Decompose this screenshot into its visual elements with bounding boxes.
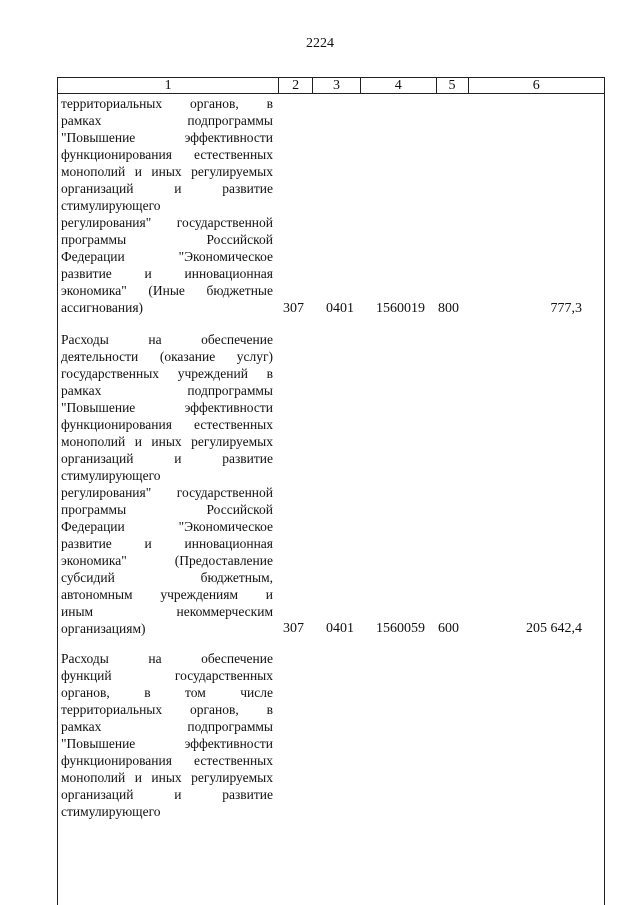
description-line: программы Российской — [61, 232, 273, 247]
description-line: "Повышение эффективности — [61, 736, 273, 751]
header-col-5: 5 — [436, 78, 468, 93]
row-col-6: 777,3 — [550, 301, 582, 316]
row-description — [61, 95, 273, 316]
row-col-3: 0401 — [326, 301, 354, 316]
description-line: стимулирующего — [61, 468, 161, 483]
description-line: органов, в том числе — [61, 685, 273, 700]
description-line: деятельности (оказание услуг) — [61, 349, 273, 364]
description-line: функционирования естественных — [61, 753, 273, 768]
row-col-4: 1560059 — [376, 621, 425, 636]
row-col-5: 600 — [438, 621, 459, 636]
header-col-6: 6 — [468, 78, 605, 93]
row-description — [61, 650, 273, 820]
description-line: Расходы на обеспечение — [61, 651, 273, 666]
description-line: стимулирующего — [61, 804, 161, 819]
description-line: организациям) — [61, 621, 146, 636]
description-line: субсидий бюджетным, — [61, 570, 273, 585]
header-col-2: 2 — [278, 78, 312, 93]
description-line: рамках подпрограммы — [61, 383, 273, 398]
row-col-6: 205 642,4 — [526, 621, 582, 636]
description-line: иным некоммерческим — [61, 604, 273, 619]
row-col-2: 307 — [283, 301, 304, 316]
description-line: организаций и развитие — [61, 787, 273, 802]
description-line: рамках подпрограммы — [61, 719, 273, 734]
description-line: стимулирующего — [61, 198, 161, 213]
description-line: экономика" (Иные бюджетные — [61, 283, 273, 298]
row-col-3: 0401 — [326, 621, 354, 636]
description-line: функционирования естественных — [61, 147, 273, 162]
description-line: "Повышение эффективности — [61, 130, 273, 145]
row-col-4: 1560019 — [376, 301, 425, 316]
description-line: организаций и развитие — [61, 451, 273, 466]
description-line: организаций и развитие — [61, 181, 273, 196]
description-line: автономным учреждениям и — [61, 587, 273, 602]
description-line: монополий и иных регулируемых — [61, 770, 273, 785]
row-col-2: 307 — [283, 621, 304, 636]
description-line: развитие и инновационная — [61, 266, 273, 281]
header-col-1: 1 — [164, 78, 172, 93]
description-line: программы Российской — [61, 502, 273, 517]
description-line: "Повышение эффективности — [61, 400, 273, 415]
description-line: Расходы на обеспечение — [61, 332, 273, 347]
description-line: развитие и инновационная — [61, 536, 273, 551]
description-line: рамках подпрограммы — [61, 113, 273, 128]
description-line: функций государственных — [61, 668, 273, 683]
table-header — [57, 77, 605, 94]
table-border-left — [57, 94, 58, 905]
description-line: территориальных органов, в — [61, 96, 273, 111]
row-col-5: 800 — [438, 301, 459, 316]
row-description — [61, 331, 273, 637]
description-line: государственных учреждений в — [61, 366, 273, 381]
table-border-right — [604, 94, 605, 905]
description-line: монополий и иных регулируемых — [61, 164, 273, 179]
description-line: Федерации "Экономическое — [61, 519, 273, 534]
description-line: регулирования" государственной — [61, 485, 273, 500]
description-line: Федерации "Экономическое — [61, 249, 273, 264]
description-line: территориальных органов, в — [61, 702, 273, 717]
page-number: 2224 — [306, 36, 334, 51]
header-col-4: 4 — [360, 78, 436, 93]
description-line: регулирования" государственной — [61, 215, 273, 230]
description-line: экономика" (Предоставление — [61, 553, 273, 568]
description-line: монополий и иных регулируемых — [61, 434, 273, 449]
description-line: функционирования естественных — [61, 417, 273, 432]
description-line: ассигнования) — [61, 300, 144, 315]
header-col-3: 3 — [312, 78, 360, 93]
